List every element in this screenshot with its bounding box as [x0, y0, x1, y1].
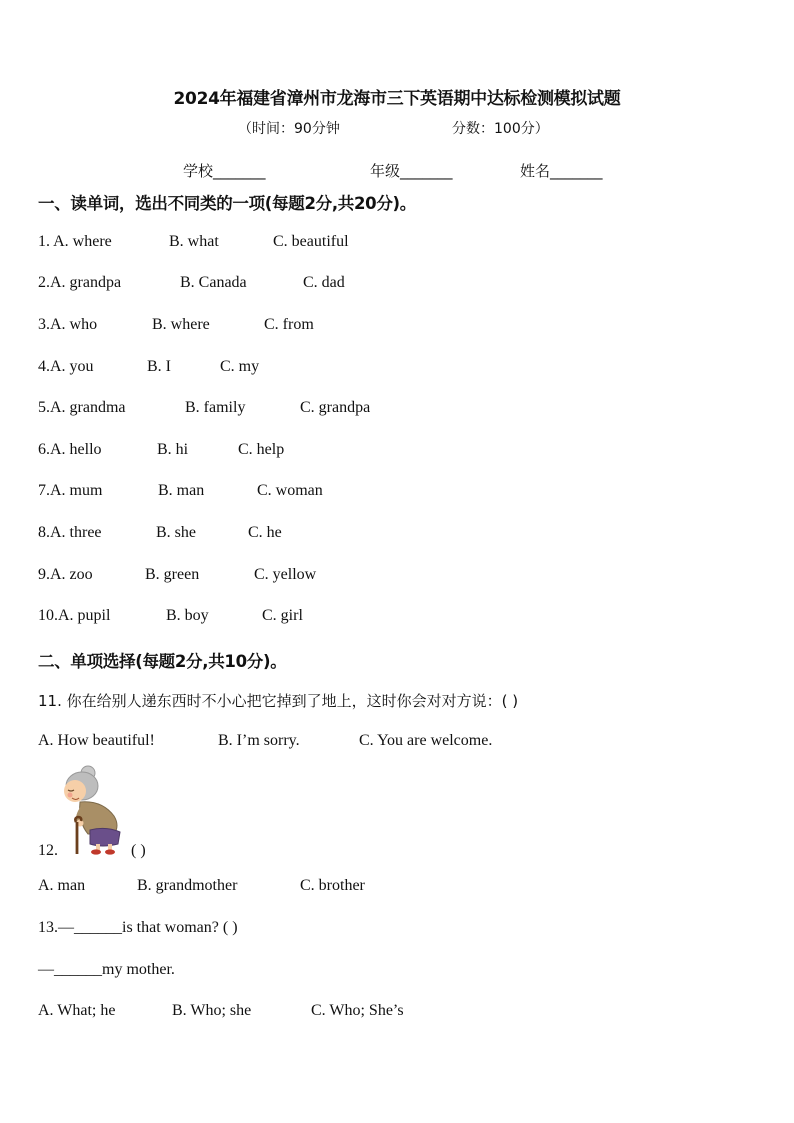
question-stem: 11. 你在给别人递东西时不小心把它掉到了地上，这时你会对对方说：( ) — [38, 692, 519, 710]
question-number: 12. — [38, 842, 58, 859]
option-b: B. I — [147, 358, 171, 375]
option-a: A. man — [38, 877, 86, 894]
question-stem: 13.—______is that woman? ( ) — [38, 919, 238, 936]
option-b: B. man — [158, 482, 205, 499]
option-b: B. she — [156, 524, 196, 541]
name-field: 姓名_______ — [520, 162, 603, 180]
option-b: B. where — [152, 316, 210, 333]
option-b: B. Who; she — [172, 1002, 252, 1019]
option-c: C. brother — [300, 877, 365, 894]
option-c: C. beautiful — [273, 233, 349, 250]
option-b: B. boy — [166, 607, 209, 624]
option-c: C. help — [238, 441, 285, 458]
option-c: C. woman — [257, 482, 323, 499]
grandmother-illustration — [58, 764, 128, 856]
option-a: 4.A. you — [38, 358, 94, 375]
option-a: 2.A. grandpa — [38, 274, 122, 291]
option-c: C. grandpa — [300, 399, 371, 416]
option-a: 7.A. mum — [38, 482, 103, 499]
grade-field: 年级_______ — [370, 162, 453, 180]
answer-blank: ( ) — [131, 842, 146, 859]
option-c: C. my — [220, 358, 260, 375]
option-a: 3.A. who — [38, 316, 98, 333]
option-c: C. dad — [303, 274, 345, 291]
option-b: B. hi — [157, 441, 189, 458]
question-stem: —______my mother. — [38, 961, 175, 978]
option-b: B. family — [185, 399, 246, 416]
option-c: C. yellow — [254, 566, 317, 583]
option-c: C. he — [248, 524, 282, 541]
time-info: （时间：90分钟 — [238, 121, 340, 137]
option-a: 9.A. zoo — [38, 566, 93, 583]
option-c: C. girl — [262, 607, 303, 624]
page-title: 2024年福建省漳州市龙海市三下英语期中达标检测模拟试题 — [173, 89, 621, 109]
option-a: 8.A. three — [38, 524, 102, 541]
score-info: 分数：100分） — [452, 121, 549, 137]
option-a: 6.A. hello — [38, 441, 102, 458]
option-a: 1. A. where — [38, 233, 112, 250]
option-a: A. What; he — [38, 1002, 116, 1019]
option-c: C. Who; She’s — [311, 1002, 404, 1019]
option-b: B. I’m sorry. — [218, 732, 300, 749]
option-b: B. green — [145, 566, 200, 583]
option-a: A. How beautiful! — [38, 732, 155, 749]
school-field: 学校_______ — [183, 162, 266, 180]
option-a: 10.A. pupil — [38, 607, 111, 624]
option-a: 5.A. grandma — [38, 399, 126, 416]
option-c: C. from — [264, 316, 314, 333]
option-b: B. grandmother — [137, 877, 238, 894]
section1-heading: 一、读单词，选出不同类的一项(每题2分,共20分)。 — [38, 194, 416, 213]
option-b: B. Canada — [180, 274, 247, 291]
section2-heading: 二、单项选择(每题2分,共10分)。 — [38, 652, 287, 671]
option-b: B. what — [169, 233, 219, 250]
option-c: C. You are welcome. — [359, 732, 493, 749]
